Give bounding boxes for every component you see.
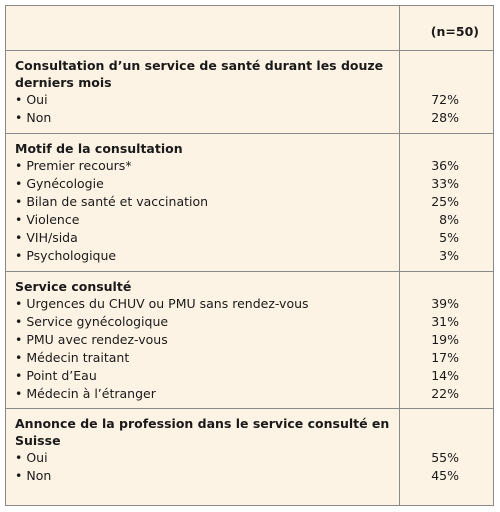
row-label: • Oui — [15, 450, 48, 465]
row-value: 14% — [431, 368, 459, 383]
table-row — [15, 385, 493, 403]
section-title: Service consulté — [15, 279, 132, 294]
table-header — [6, 6, 493, 51]
row-value: 22% — [431, 386, 459, 401]
row-value: 72% — [431, 92, 459, 107]
table-row — [15, 91, 493, 109]
row-label: • Gynécologie — [15, 176, 104, 191]
table-row — [15, 295, 493, 313]
table-row — [15, 449, 493, 467]
table-row — [15, 331, 493, 349]
sample-size-label: (n=50) — [430, 24, 479, 39]
row-label: • Point d’Eau — [15, 368, 97, 383]
row-label: • Psychologique — [15, 248, 117, 263]
table-row — [15, 367, 493, 385]
row-value: 17% — [431, 350, 459, 365]
row-value: 5% — [439, 230, 459, 245]
section-consultation — [6, 51, 493, 134]
row-label: • Non — [15, 110, 52, 125]
row-value: 25% — [431, 194, 459, 209]
table-row — [15, 467, 493, 485]
table-row — [15, 313, 493, 331]
table-row — [15, 349, 493, 367]
row-value: 28% — [431, 110, 459, 125]
row-label: • Médecin traitant — [15, 350, 130, 365]
row-label: • Service gynécologique — [15, 314, 169, 329]
results-table — [5, 5, 494, 506]
table-row — [15, 247, 493, 265]
table-row — [15, 109, 493, 127]
row-value: 3% — [439, 248, 459, 263]
row-value: 31% — [431, 314, 459, 329]
table-row — [15, 229, 493, 247]
row-value: 36% — [431, 158, 459, 173]
section-motif — [6, 134, 493, 272]
section-title: Motif de la consultation — [15, 141, 183, 156]
row-value: 33% — [431, 176, 459, 191]
table-row — [15, 175, 493, 193]
row-label: • Premier recours* — [15, 158, 132, 173]
table-row — [15, 157, 493, 175]
row-label: • Oui — [15, 92, 48, 107]
row-value: 39% — [431, 296, 459, 311]
row-label: • Bilan de santé et vaccination — [15, 194, 209, 209]
row-value: 45% — [431, 468, 459, 483]
row-value: 19% — [431, 332, 459, 347]
section-title: Consultation d’un service de santé durant les douze derniers mois — [15, 58, 384, 90]
section-title: Annonce de la profession dans le service consulté en Suisse — [15, 416, 390, 448]
row-label: • Violence — [15, 212, 80, 227]
section-annonce — [6, 409, 493, 505]
section-service — [6, 272, 493, 409]
row-label: • Urgences du CHUV ou PMU sans rendez-vous — [15, 296, 309, 311]
row-value: 8% — [439, 212, 459, 227]
table-row — [15, 193, 493, 211]
row-label: • VIH/sida — [15, 230, 78, 245]
row-label: • PMU avec rendez-vous — [15, 332, 168, 347]
row-label: • Non — [15, 468, 52, 483]
table-row — [15, 211, 493, 229]
row-value: 55% — [431, 450, 459, 465]
row-label: • Médecin à l’étranger — [15, 386, 156, 401]
